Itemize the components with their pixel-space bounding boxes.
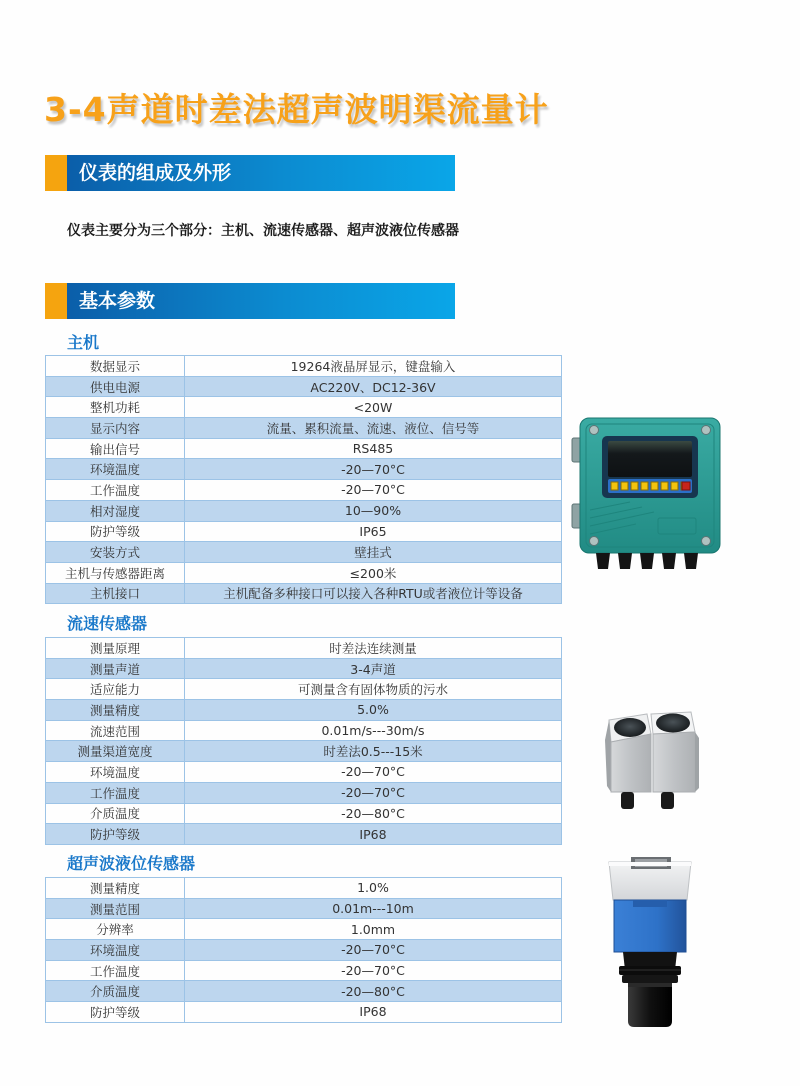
transducer-horn <box>628 983 672 1027</box>
table-row <box>46 981 562 1002</box>
param-name-cell: 输出信号 <box>46 438 185 459</box>
param-name-cell: 测量精度 <box>46 700 185 721</box>
param-name-cell: 供电电源 <box>46 376 185 397</box>
param-name-cell: 工作温度 <box>46 480 185 501</box>
table-row <box>46 824 562 845</box>
table-row <box>46 940 562 961</box>
param-value-cell: 19264液晶屏显示，键盘输入 <box>185 356 562 377</box>
param-name-cell: 工作温度 <box>46 960 185 981</box>
param-name-cell: 环境温度 <box>46 459 185 480</box>
keypad-buttons <box>611 482 690 490</box>
param-name-cell: 主机接口 <box>46 583 185 604</box>
table-row <box>46 397 562 418</box>
param-value-cell: <20W <box>185 397 562 418</box>
table-row <box>46 720 562 741</box>
param-value-cell: 时差法连续测量 <box>185 638 562 659</box>
param-name-cell: 测量原理 <box>46 638 185 659</box>
param-name-cell: 整机功耗 <box>46 397 185 418</box>
sensor-cap <box>609 857 691 900</box>
param-name-cell: 分辨率 <box>46 919 185 940</box>
table-row <box>46 356 562 377</box>
param-name-cell: 防护等级 <box>46 521 185 542</box>
section-header-label: 仪表的组成及外形 <box>67 155 455 191</box>
param-value-cell: -20—80°C <box>185 803 562 824</box>
table-row <box>46 638 562 659</box>
param-name-cell: 测量精度 <box>46 878 185 899</box>
threaded-collar <box>619 952 681 983</box>
param-value-cell: 壁挂式 <box>185 542 562 563</box>
table-row <box>46 562 562 583</box>
spec-table-main-unit <box>45 355 562 604</box>
table-row <box>46 583 562 604</box>
section-header-basic-params <box>45 283 455 319</box>
param-value-cell: -20—80°C <box>185 981 562 1002</box>
level-sensor-image <box>595 848 705 1033</box>
lcd-screen <box>608 441 692 477</box>
param-value-cell: 0.01m---10m <box>185 898 562 919</box>
intro-text: 仪表主要分为三个部分：主机、流速传感器、超声波液位传感器 <box>67 223 459 239</box>
table-row <box>46 898 562 919</box>
table-row <box>46 782 562 803</box>
table-row <box>46 480 562 501</box>
spec-table-velocity-sensor <box>45 637 562 845</box>
table-row <box>46 919 562 940</box>
main-unit-image <box>570 410 730 575</box>
param-name-cell: 显示内容 <box>46 418 185 439</box>
param-value-cell: -20—70°C <box>185 940 562 961</box>
param-name-cell: 工作温度 <box>46 782 185 803</box>
table-heading-velocity-sensor: 流速传感器 <box>67 614 148 633</box>
orange-accent-block <box>45 283 67 319</box>
param-value-cell: -20—70°C <box>185 480 562 501</box>
param-value-cell: 5.0% <box>185 700 562 721</box>
param-value-cell: -20—70°C <box>185 782 562 803</box>
param-value-cell: -20—70°C <box>185 960 562 981</box>
param-name-cell: 环境温度 <box>46 762 185 783</box>
param-name-cell: 测量声道 <box>46 658 185 679</box>
param-name-cell: 流速范围 <box>46 720 185 741</box>
table-row <box>46 878 562 899</box>
param-name-cell: 介质温度 <box>46 981 185 1002</box>
param-name-cell: 相对湿度 <box>46 500 185 521</box>
table-row <box>46 459 562 480</box>
table-heading-level-sensor: 超声波液位传感器 <box>67 854 196 873</box>
param-value-cell: 10—90% <box>185 500 562 521</box>
cable-glands <box>596 553 698 569</box>
table-row <box>46 960 562 981</box>
spec-table-level-sensor <box>45 877 562 1023</box>
param-name-cell: 防护等级 <box>46 1002 185 1023</box>
table-heading-main-unit: 主机 <box>67 333 100 352</box>
velocity-sensor-image <box>595 700 715 815</box>
param-value-cell: 可测量含有固体物质的污水 <box>185 679 562 700</box>
section-header-composition <box>45 155 455 191</box>
param-name-cell: 测量范围 <box>46 898 185 919</box>
param-value-cell: 流量、累积流量、流速、液位、信号等 <box>185 418 562 439</box>
param-name-cell: 测量渠道宽度 <box>46 741 185 762</box>
table-row <box>46 376 562 397</box>
table-row <box>46 438 562 459</box>
param-value-cell: 3-4声道 <box>185 658 562 679</box>
param-value-cell: ≤200米 <box>185 562 562 583</box>
table-row <box>46 803 562 824</box>
param-name-cell: 安装方式 <box>46 542 185 563</box>
param-name-cell: 环境温度 <box>46 940 185 961</box>
param-value-cell: -20—70°C <box>185 459 562 480</box>
param-name-cell: 防护等级 <box>46 824 185 845</box>
param-value-cell: 1.0mm <box>185 919 562 940</box>
table-row <box>46 762 562 783</box>
table-row <box>46 658 562 679</box>
table-row <box>46 679 562 700</box>
left-transducer-block <box>605 714 651 809</box>
table-row <box>46 500 562 521</box>
param-value-cell: RS485 <box>185 438 562 459</box>
table-row <box>46 700 562 721</box>
param-value-cell: IP68 <box>185 824 562 845</box>
param-value-cell: IP65 <box>185 521 562 542</box>
table-row <box>46 1002 562 1023</box>
param-name-cell: 适应能力 <box>46 679 185 700</box>
table-row <box>46 542 562 563</box>
param-value-cell: AC220V、DC12-36V <box>185 376 562 397</box>
param-name-cell: 数据显示 <box>46 356 185 377</box>
param-name-cell: 主机与传感器距离 <box>46 562 185 583</box>
sensor-body <box>614 900 686 952</box>
section-header-label: 基本参数 <box>67 283 455 319</box>
table-row <box>46 418 562 439</box>
page-title: 3-4声道时差法超声波明渠流量计 <box>44 90 549 129</box>
param-value-cell: IP68 <box>185 1002 562 1023</box>
param-value-cell: 0.01m/s---30m/s <box>185 720 562 741</box>
table-row <box>46 741 562 762</box>
param-value-cell: 1.0% <box>185 878 562 899</box>
right-transducer-block <box>651 712 699 809</box>
table-row <box>46 521 562 542</box>
param-value-cell: -20—70°C <box>185 762 562 783</box>
param-value-cell: 时差法0.5---15米 <box>185 741 562 762</box>
param-name-cell: 介质温度 <box>46 803 185 824</box>
orange-accent-block <box>45 155 67 191</box>
param-value-cell: 主机配备多种接口可以接入各种RTU或者液位计等设备 <box>185 583 562 604</box>
